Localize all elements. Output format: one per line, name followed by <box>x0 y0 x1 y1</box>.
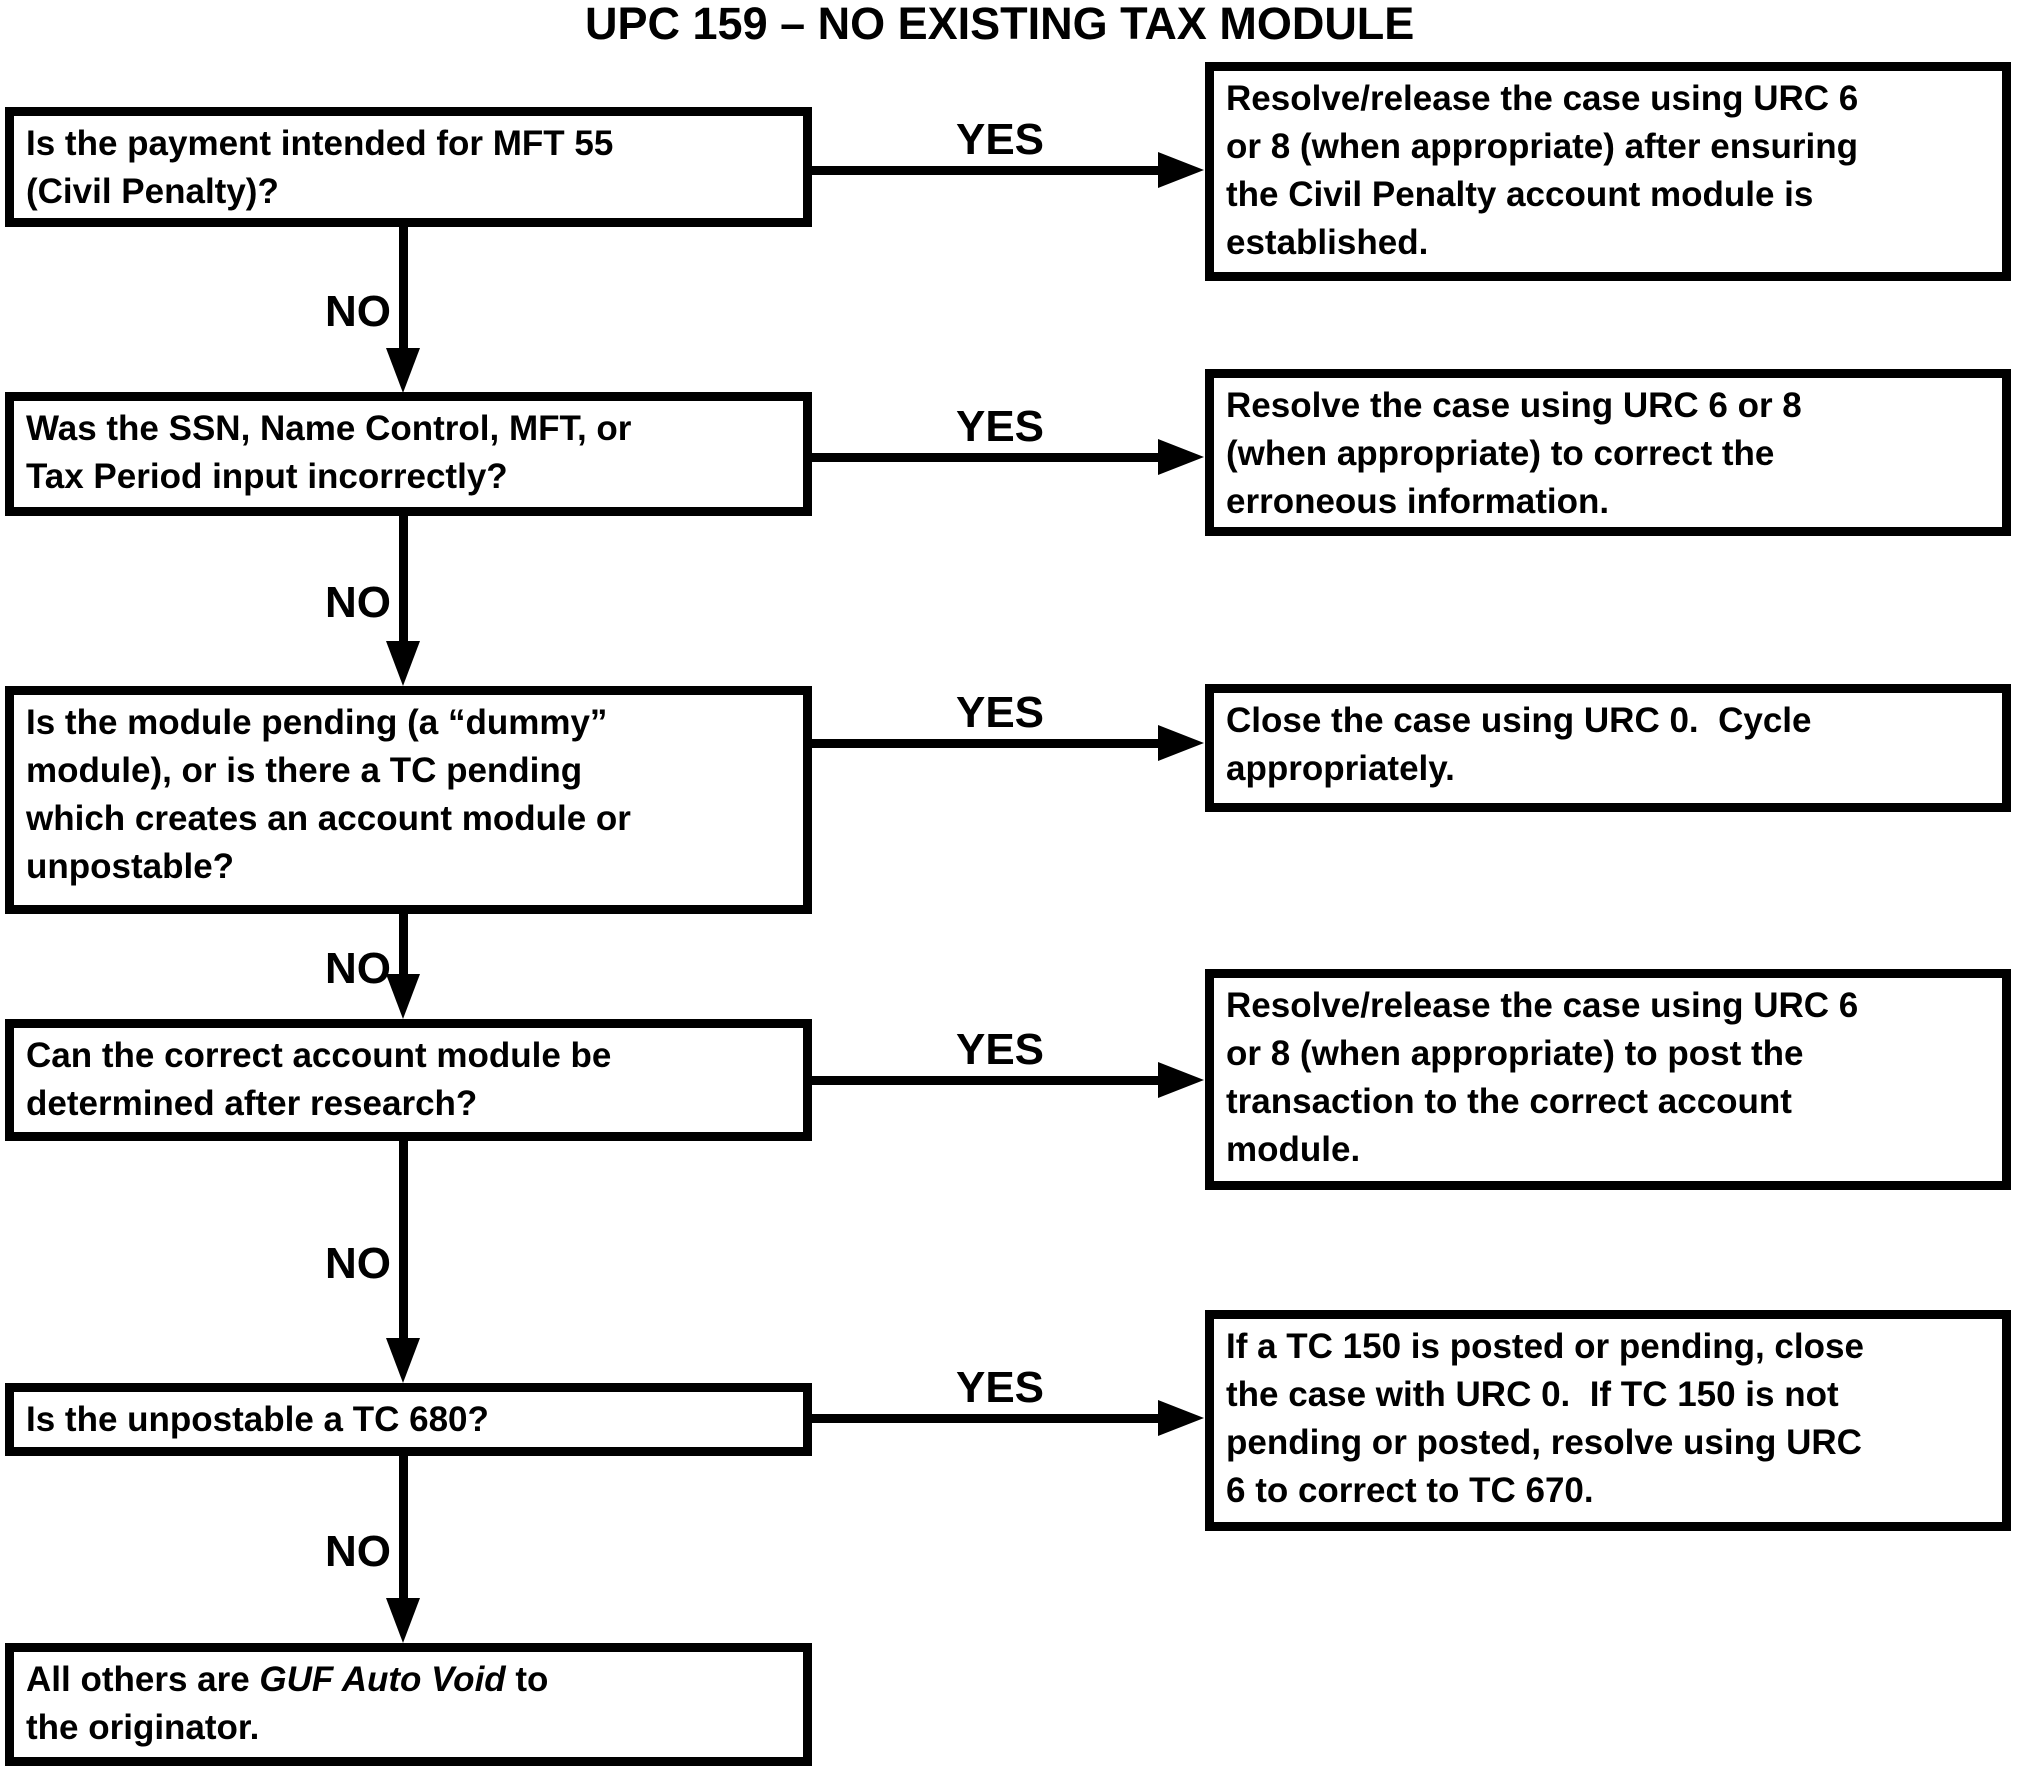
arrow-down-icon <box>386 1338 420 1383</box>
action-box-1 <box>1205 62 2011 281</box>
terminal-emphasis: GUF Auto Void <box>259 1660 506 1699</box>
question-text-5: Is the unpostable a TC 680? <box>26 1400 489 1439</box>
action-text-5: If a TC 150 is posted or pending, close the case with URC 0. If TC 150 is not pending or posted, resolve using URC 6 to correct to TC 670. <box>1226 1327 1864 1510</box>
page-title: UPC 159 – NO EXISTING TAX MODULE <box>585 0 1415 49</box>
terminal-suffix: to <box>505 1660 549 1699</box>
yes-line-4 <box>812 1076 1160 1085</box>
yes-label-3: YES <box>955 688 1045 737</box>
question-box-4 <box>5 1019 812 1141</box>
no-line-4 <box>399 1141 408 1338</box>
question-text-1: Is the payment intended for MFT 55 (Civil Penalty)? <box>26 124 614 211</box>
yes-label-4: YES <box>955 1025 1045 1074</box>
action-box-2 <box>1205 369 2011 536</box>
no-line-2 <box>399 516 408 641</box>
arrow-down-icon <box>386 348 420 393</box>
no-label-5: NO <box>325 1527 391 1576</box>
arrow-down-icon <box>386 974 420 1019</box>
arrow-right-icon <box>1158 725 1204 761</box>
yes-label-2: YES <box>955 402 1045 451</box>
no-line-5 <box>399 1456 408 1598</box>
arrow-down-icon <box>386 1598 420 1643</box>
question-text-3: Is the module pending (a “dummy” module), or is there a TC pending which creates an account module or unpostable? <box>26 703 631 886</box>
question-box-3 <box>5 686 812 914</box>
no-label-3: NO <box>325 944 391 993</box>
terminal-text <box>14 1652 803 1756</box>
terminal-prefix: All others are <box>26 1660 260 1699</box>
arrow-right-icon <box>1158 1400 1204 1436</box>
action-text-3: Close the case using URC 0. Cycle appropriately. <box>1226 701 1812 788</box>
yes-label-5: YES <box>955 1363 1045 1412</box>
arrow-right-icon <box>1158 152 1204 188</box>
yes-line-5 <box>812 1414 1160 1423</box>
no-label-2: NO <box>325 578 391 627</box>
no-line-3 <box>399 914 408 974</box>
yes-line-1 <box>812 166 1160 175</box>
no-label-1: NO <box>325 287 391 336</box>
action-box-3 <box>1205 684 2011 812</box>
question-box-1 <box>5 107 812 227</box>
action-text-2: Resolve the case using URC 6 or 8 (when appropriate) to correct the erroneous information. <box>1226 386 1802 521</box>
terminal-line2: the originator. <box>26 1708 260 1747</box>
arrow-down-icon <box>386 641 420 686</box>
yes-line-2 <box>812 453 1160 462</box>
no-line-1 <box>399 227 408 348</box>
terminal-box <box>5 1643 812 1766</box>
question-box-2 <box>5 392 812 516</box>
yes-line-3 <box>812 739 1160 748</box>
question-text-4: Can the correct account module be determined after research? <box>26 1036 612 1123</box>
action-box-4 <box>1205 969 2011 1190</box>
action-text-4: Resolve/release the case using URC 6 or 8 (when appropriate) to post the transaction to the correct account module. <box>1226 986 1859 1169</box>
yes-label-1: YES <box>955 115 1045 164</box>
question-text-2: Was the SSN, Name Control, MFT, or Tax Period input incorrectly? <box>26 409 632 496</box>
action-text-1: Resolve/release the case using URC 6 or 8 (when appropriate) after ensuring the Civil Penalty account module is established. <box>1226 79 1859 262</box>
arrow-right-icon <box>1158 1062 1204 1098</box>
no-label-4: NO <box>325 1239 391 1288</box>
question-box-5 <box>5 1383 812 1456</box>
action-box-5 <box>1205 1310 2011 1531</box>
arrow-right-icon <box>1158 439 1204 475</box>
